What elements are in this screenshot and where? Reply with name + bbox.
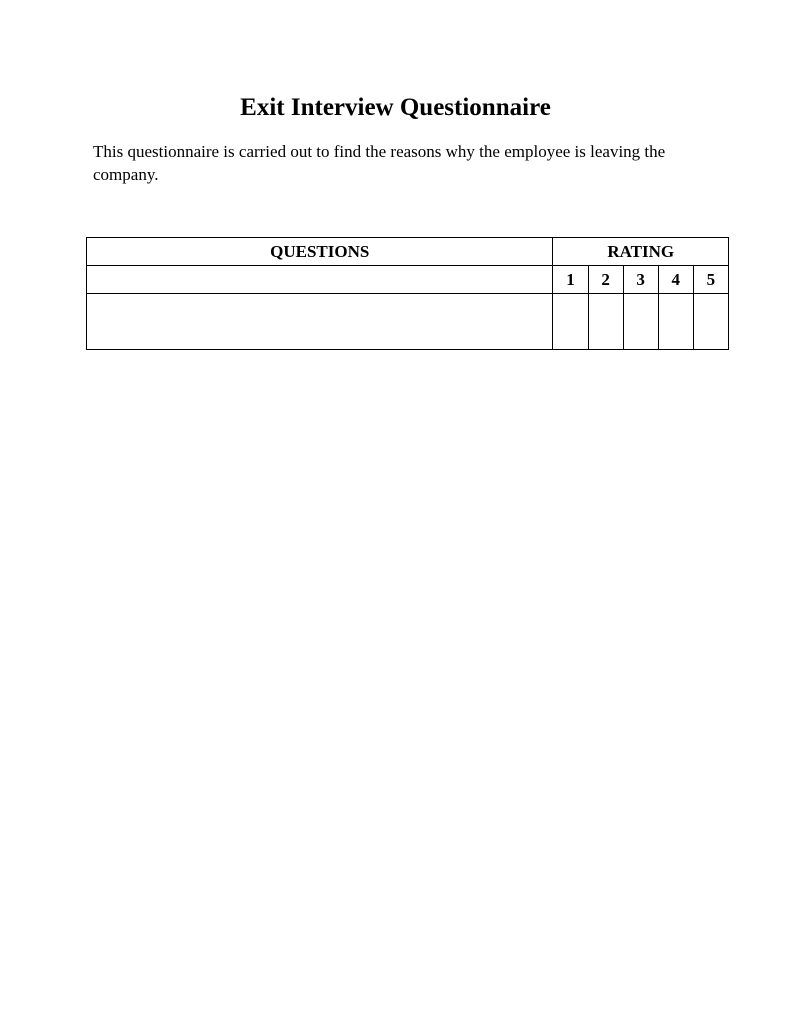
rating-scale-2: 2 <box>588 266 623 294</box>
rating-cell-1[interactable] <box>553 294 588 350</box>
rating-scale-1: 1 <box>553 266 588 294</box>
rating-cell-3[interactable] <box>623 294 658 350</box>
questions-header: QUESTIONS <box>87 238 553 266</box>
question-cell[interactable] <box>87 294 553 350</box>
rating-cell-2[interactable] <box>588 294 623 350</box>
rating-scale-row <box>87 266 729 294</box>
intro-paragraph: This questionnaire is carried out to find the reasons why the employee is leaving the company. <box>93 142 666 184</box>
scale-spacer-cell <box>87 266 553 294</box>
table-row <box>87 294 729 350</box>
rating-scale-5: 5 <box>693 266 728 294</box>
rating-scale-3: 3 <box>623 266 658 294</box>
rating-scale-4: 4 <box>658 266 693 294</box>
questionnaire-table <box>86 237 729 350</box>
page-title: Exit Interview Questionnaire <box>240 94 551 121</box>
rating-header: RATING <box>553 238 729 266</box>
table-header-row <box>87 238 729 266</box>
rating-cell-4[interactable] <box>658 294 693 350</box>
rating-cell-5[interactable] <box>693 294 728 350</box>
